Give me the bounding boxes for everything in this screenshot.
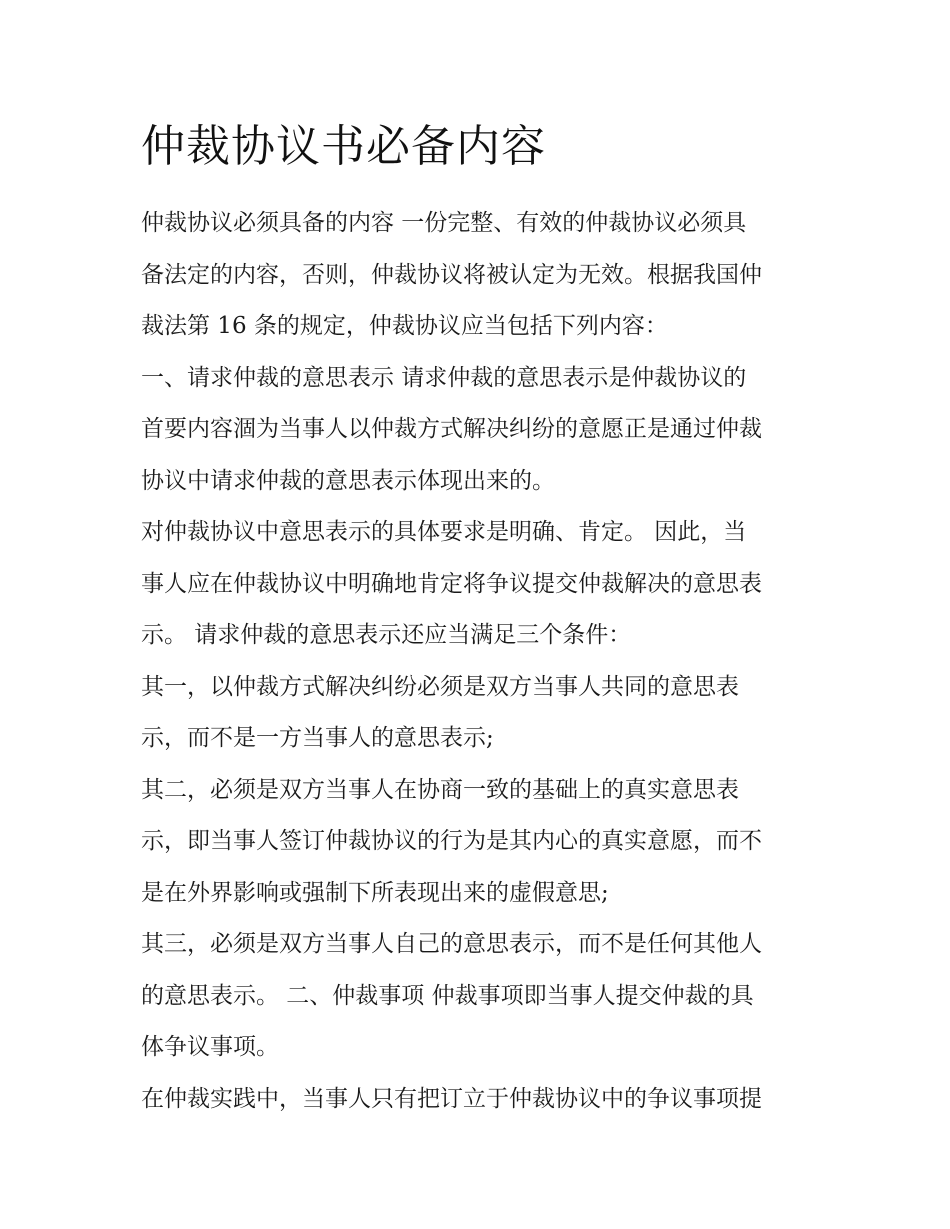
body-line: 事人应在仲裁协议中明确地肯定将争议提交仲裁解决的意思表: [141, 570, 762, 597]
body-line: 示，而不是一方当事人的意思表示;: [141, 725, 494, 751]
body-line: 体争议事项。: [141, 1034, 279, 1060]
body-line: 仲裁协议必须具备的内容 一份完整、有效的仲裁协议必须具: [141, 210, 747, 236]
body-line: 的意思表示。 二、仲裁事项 仲裁事项即当事人提交仲裁的具: [141, 982, 754, 1009]
body-line: 对仲裁协议中意思表示的具体要求是明确、肯定。 因此，当: [141, 519, 747, 545]
body-line: 协议中请求仲裁的意思表示体现出来的。: [141, 467, 555, 494]
document-title: 仲裁协议书必备内容: [141, 121, 546, 172]
body-line: 示。 请求仲裁的意思表示还应当满足三个条件：: [141, 622, 632, 648]
body-line: 其二，必须是双方当事人在协商一致的基础上的真实意思表: [141, 776, 739, 803]
body-line: 是在外界影响或强制下所表现出来的虚假意思;: [141, 879, 609, 906]
body-line: 其一，以仲裁方式解决纠纷必须是双方当事人共同的意思表: [141, 673, 739, 700]
body-line: 其三，必须是双方当事人自己的意思表示，而不是任何其他人: [141, 931, 762, 957]
body-line: 裁法第 16 条的规定，仲裁协议应当包括下列内容：: [141, 313, 668, 339]
body-line: 示，即当事人签订仲裁协议的行为是其内心的真实意愿，而不: [141, 828, 762, 854]
document-body: [141, 198, 821, 1125]
body-line: 备法定的内容，否则，仲裁协议将被认定为无效。根据我国仲: [141, 261, 762, 288]
body-line: 在仲裁实践中，当事人只有把订立于仲裁协议中的争议事项提: [141, 1085, 762, 1112]
body-line: 首要内容涸为当事人以仲裁方式解决纠纷的意愿正是通过仲裁: [141, 416, 762, 442]
body-line: 一、请求仲裁的意思表示 请求仲裁的意思表示是仲裁协议的: [141, 364, 747, 391]
